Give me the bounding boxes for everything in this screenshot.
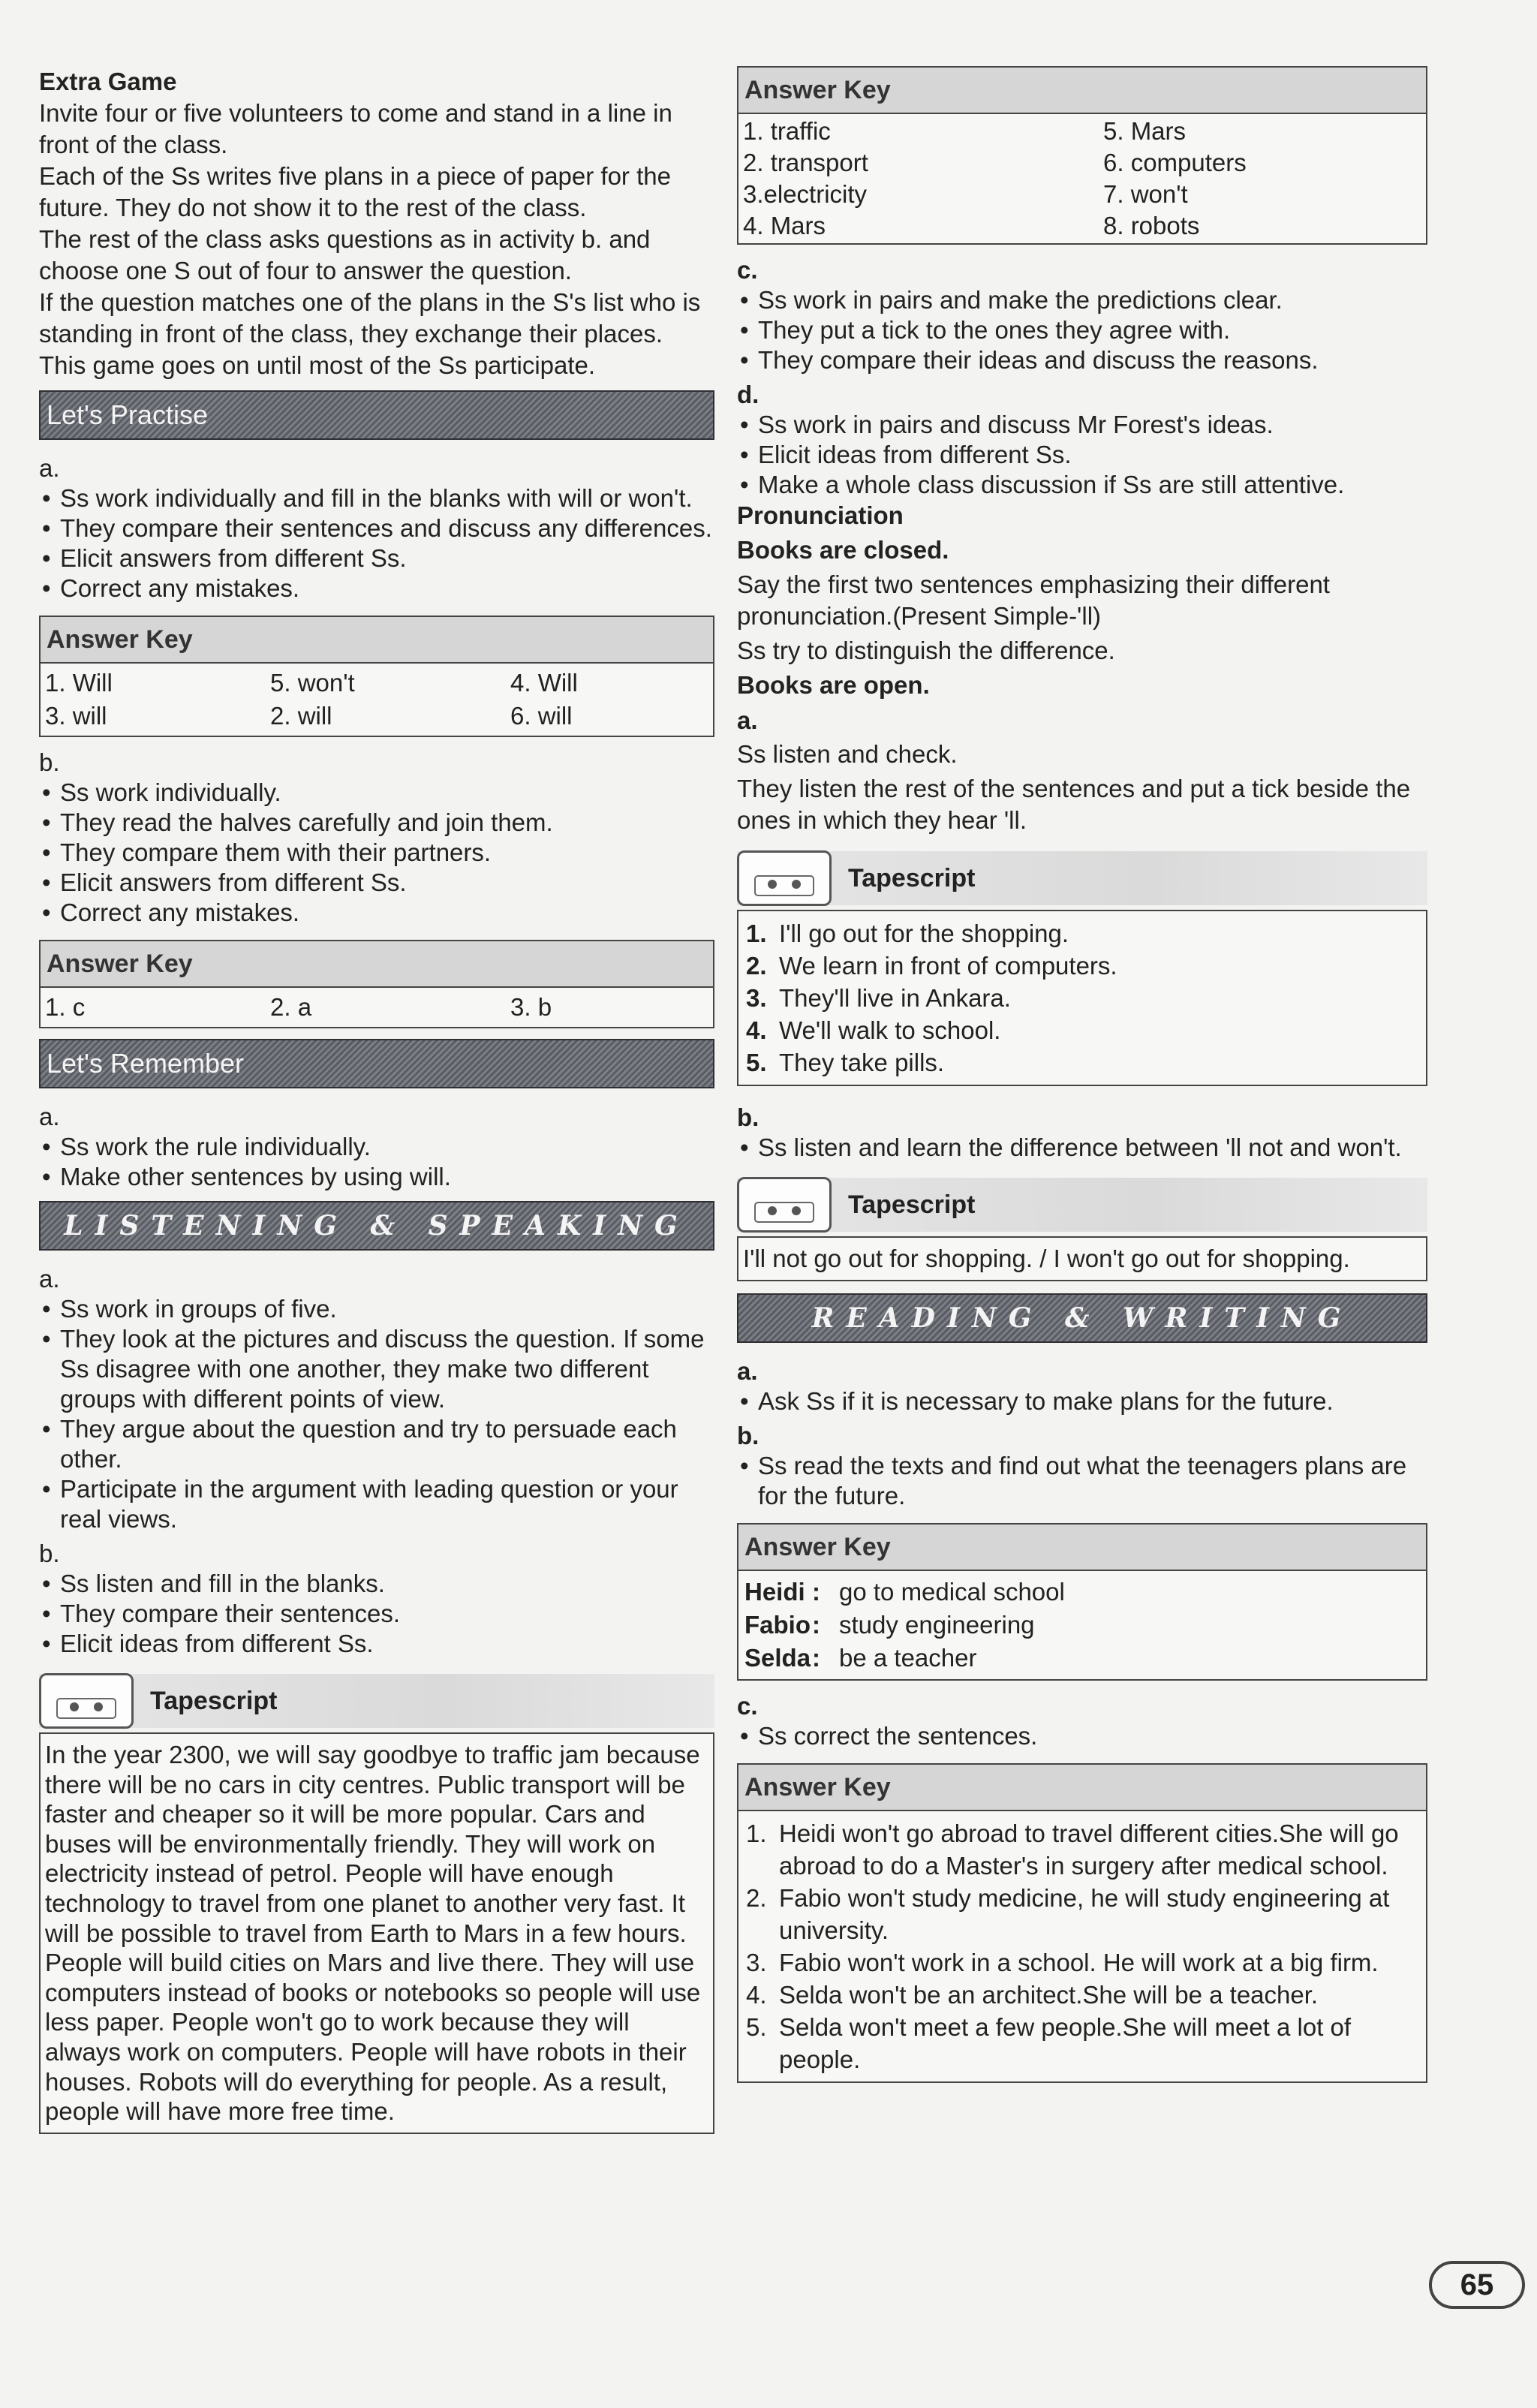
extra-game-title: Extra Game xyxy=(39,68,177,95)
answer-item: 2. will xyxy=(270,702,332,730)
reading-c-list xyxy=(737,1721,1427,1751)
c-list xyxy=(737,285,1427,375)
reading-writing-banner: READING & WRITING xyxy=(737,1293,1427,1343)
list-item: • Participate in the argument with leading question or your real views. xyxy=(39,1474,714,1534)
c-label: c. xyxy=(737,256,758,284)
tapescript-header xyxy=(737,1178,1427,1232)
list-item: 5. They take pills. xyxy=(746,1049,945,1076)
tapescript-header xyxy=(737,851,1427,905)
cassette-icon xyxy=(737,850,832,906)
list-item: 4. We'll walk to school. xyxy=(746,1016,1001,1044)
list-item: • They read the halves carefully and join them. xyxy=(39,808,714,838)
list-item: • Ss work the rule individually. xyxy=(39,1132,714,1162)
list-item: • Ss read the texts and find out what the teenagers plans are for the future. xyxy=(737,1451,1427,1511)
tapescript-title: Tapescript xyxy=(848,1190,976,1219)
answer-item: 8. robots xyxy=(1103,212,1200,239)
books-open-label: Books are open. xyxy=(737,671,930,699)
list-item: • They compare their ideas and discuss the reasons. xyxy=(737,345,1427,375)
reading-b-label: b. xyxy=(737,1421,759,1449)
list-item: • They argue about the question and try to persuade each other. xyxy=(39,1414,714,1474)
list-item: • Ss listen and fill in the blanks. xyxy=(39,1569,714,1599)
answer-item: 5. Mars xyxy=(1103,117,1187,145)
pron-a-text1: Ss listen and check. xyxy=(737,740,958,768)
list-item: • Elicit ideas from different Ss. xyxy=(39,1629,714,1659)
answer-key-title: Answer Key xyxy=(738,1765,1426,1811)
pronunciation-title: Pronunciation xyxy=(737,501,904,529)
list-item: • They look at the pictures and discuss the question. If some Ss disagree with one another, they make two different groups with different points of view. xyxy=(39,1324,714,1414)
list-item: • Elicit answers from different Ss. xyxy=(39,868,714,898)
tapescript-text: In the year 2300, we will say goodbye to traffic jam because there will be no cars in city centres. Public transport will be faster and cheaper so it will be more popular. Cars and buses will be environmentally friendly. They will work on electricity instead of petrol. People will have enough technology to travel from one planet to another very fast. It will be possible to travel from Earth to Mars in a few hours. People will build cities on Mars and live there. They will use computers instead of books or notebooks so people will use less paper. People won't go to work because they will always work on computers. People will have robots in their houses. Robots will do everything for people. As a result, people will have more free time. xyxy=(39,1732,714,2134)
lets-remember-banner: Let's Remember xyxy=(39,1039,714,1088)
list-item: • Elicit ideas from different Ss. xyxy=(737,440,1427,470)
tapescript-title: Tapescript xyxy=(848,863,976,892)
list-item: • Ss work individually and fill in the blanks with will or won't. xyxy=(39,483,714,513)
tapescript-header xyxy=(39,1674,714,1728)
remember-a-label: a. xyxy=(39,1103,60,1130)
extra-game-p4: If the question matches one of the plans in the S's list who is standing in front of the class, they exchange their places. xyxy=(39,288,701,348)
books-closed-text: Say the first two sentences emphasizing their different pronunciation.(Present Simple-'ll) xyxy=(737,570,1330,630)
listening-a-list xyxy=(39,1294,714,1534)
page-number: 65 xyxy=(1429,2261,1525,2309)
table-row: Fabio: study engineering xyxy=(744,1610,1035,1639)
answer-item: 1. Will xyxy=(45,669,113,697)
answer-item: 4. Will xyxy=(510,669,578,697)
list-item: • Ask Ss if it is necessary to make plans for the future. xyxy=(737,1386,1427,1416)
list-item: • Ss work in pairs and make the predictions clear. xyxy=(737,285,1427,315)
left-column xyxy=(39,66,714,2134)
answer-key-title: Answer Key xyxy=(738,1525,1426,1571)
table-row: Heidi : go to medical school xyxy=(744,1577,1065,1606)
books-closed-text2: Ss try to distinguish the difference. xyxy=(737,637,1115,664)
books-closed-label: Books are closed. xyxy=(737,536,949,564)
practise-b-label: b. xyxy=(39,748,60,776)
list-item: • They compare them with their partners. xyxy=(39,838,714,868)
reading-c-label: c. xyxy=(737,1691,758,1720)
answer-item: 1. traffic xyxy=(743,117,831,145)
tapescript-text-2: I'll not go out for shopping. / I won't go out for shopping. xyxy=(737,1236,1427,1281)
answer-key-reading-b xyxy=(737,1523,1427,1681)
practise-a-label: a. xyxy=(39,454,60,482)
listening-b-label: b. xyxy=(39,1540,60,1567)
answer-key-practise-a xyxy=(39,616,714,737)
list-item: • Make a whole class discussion if Ss are still attentive. xyxy=(737,470,1427,500)
list-item: 3. They'll live in Ankara. xyxy=(746,984,1011,1012)
answer-item: 7. won't xyxy=(1103,180,1188,208)
answer-item: 2. transport xyxy=(743,149,868,176)
list-item: • Ss work in pairs and discuss Mr Forest's ideas. xyxy=(737,410,1427,440)
right-column xyxy=(737,66,1427,2093)
list-item: • Ss work in groups of five. xyxy=(39,1294,714,1324)
extra-game-p3: The rest of the class asks questions as in activity b. and choose one S out of four to answer the question. xyxy=(39,225,651,284)
list-item: • Ss work individually. xyxy=(39,778,714,808)
extra-game-p2: Each of the Ss writes five plans in a piece of paper for the future. They do not show it to the rest of the class. xyxy=(39,162,671,221)
list-item: 2. Fabio won't study medicine, he will study engineering at university. xyxy=(746,1883,1390,1944)
answer-item: 6. will xyxy=(510,702,573,730)
answer-item: 4. Mars xyxy=(743,212,826,239)
answer-key-reading-c xyxy=(737,1763,1427,2083)
pron-b-label: b. xyxy=(737,1103,759,1131)
list-item: 1. I'll go out for the shopping. xyxy=(746,920,1069,947)
listening-speaking-banner: LISTENING & SPEAKING xyxy=(39,1201,714,1251)
answer-item: 2. a xyxy=(270,993,312,1021)
tapescript-list-box xyxy=(737,910,1427,1086)
answer-item: 3. will xyxy=(45,702,107,730)
reading-a-label: a. xyxy=(737,1356,758,1385)
answer-key-practise-b xyxy=(39,940,714,1028)
cassette-icon xyxy=(39,1673,134,1729)
answer-key-listening xyxy=(737,66,1427,245)
answer-item: 3. b xyxy=(510,993,552,1021)
list-item: • They compare their sentences and discuss any differences. xyxy=(39,513,714,543)
answer-key-title: Answer Key xyxy=(41,617,713,664)
list-item: 3. Fabio won't work in a school. He will work at a big firm. xyxy=(746,1948,1379,1976)
pron-a-label: a. xyxy=(737,706,758,734)
answer-key-title: Answer Key xyxy=(738,68,1426,114)
answer-item: 1. c xyxy=(45,993,86,1021)
reading-a-list xyxy=(737,1386,1427,1416)
list-item: • Make other sentences by using will. xyxy=(39,1162,714,1192)
answer-item: 6. computers xyxy=(1103,149,1247,176)
d-label: d. xyxy=(737,381,759,408)
answer-item: 3.electricity xyxy=(743,180,868,208)
list-item: 4. Selda won't be an architect.She will be a teacher. xyxy=(746,1980,1319,2009)
d-list xyxy=(737,410,1427,500)
list-item: 1. Heidi won't go abroad to travel different cities.She will go abroad to do a Master's in surgery after medical school. xyxy=(746,1819,1399,1880)
list-item: 5. Selda won't meet a few people.She will meet a lot of people. xyxy=(746,2012,1352,2073)
extra-game-p5: This game goes on until most of the Ss participate. xyxy=(39,351,596,379)
pron-b-list xyxy=(737,1133,1427,1163)
remember-a-list xyxy=(39,1132,714,1192)
practise-b-list xyxy=(39,778,714,928)
list-item: • Ss correct the sentences. xyxy=(737,1721,1427,1751)
answer-key-title: Answer Key xyxy=(41,941,713,988)
list-item: • They compare their sentences. xyxy=(39,1599,714,1629)
list-item: 2. We learn in front of computers. xyxy=(746,952,1117,980)
reading-b-list xyxy=(737,1451,1427,1511)
list-item: • Elicit answers from different Ss. xyxy=(39,543,714,573)
list-item: • Correct any mistakes. xyxy=(39,573,714,604)
list-item: • Correct any mistakes. xyxy=(39,898,714,928)
list-item: • Ss listen and learn the difference between 'll not and won't. xyxy=(737,1133,1427,1163)
extra-game-p1: Invite four or five volunteers to come and stand in a line in front of the class. xyxy=(39,99,672,158)
listening-a-label: a. xyxy=(39,1265,60,1293)
list-item: • They put a tick to the ones they agree with. xyxy=(737,315,1427,345)
pron-a-text2: They listen the rest of the sentences and put a tick beside the ones in which they hear 'll. xyxy=(737,775,1411,834)
cassette-icon xyxy=(737,1177,832,1233)
tapescript-title: Tapescript xyxy=(150,1686,278,1715)
lets-practise-banner: Let's Practise xyxy=(39,390,714,440)
listening-b-list xyxy=(39,1569,714,1659)
answer-item: 5. won't xyxy=(270,669,355,697)
practise-a-list xyxy=(39,483,714,604)
table-row: Selda: be a teacher xyxy=(744,1643,977,1672)
